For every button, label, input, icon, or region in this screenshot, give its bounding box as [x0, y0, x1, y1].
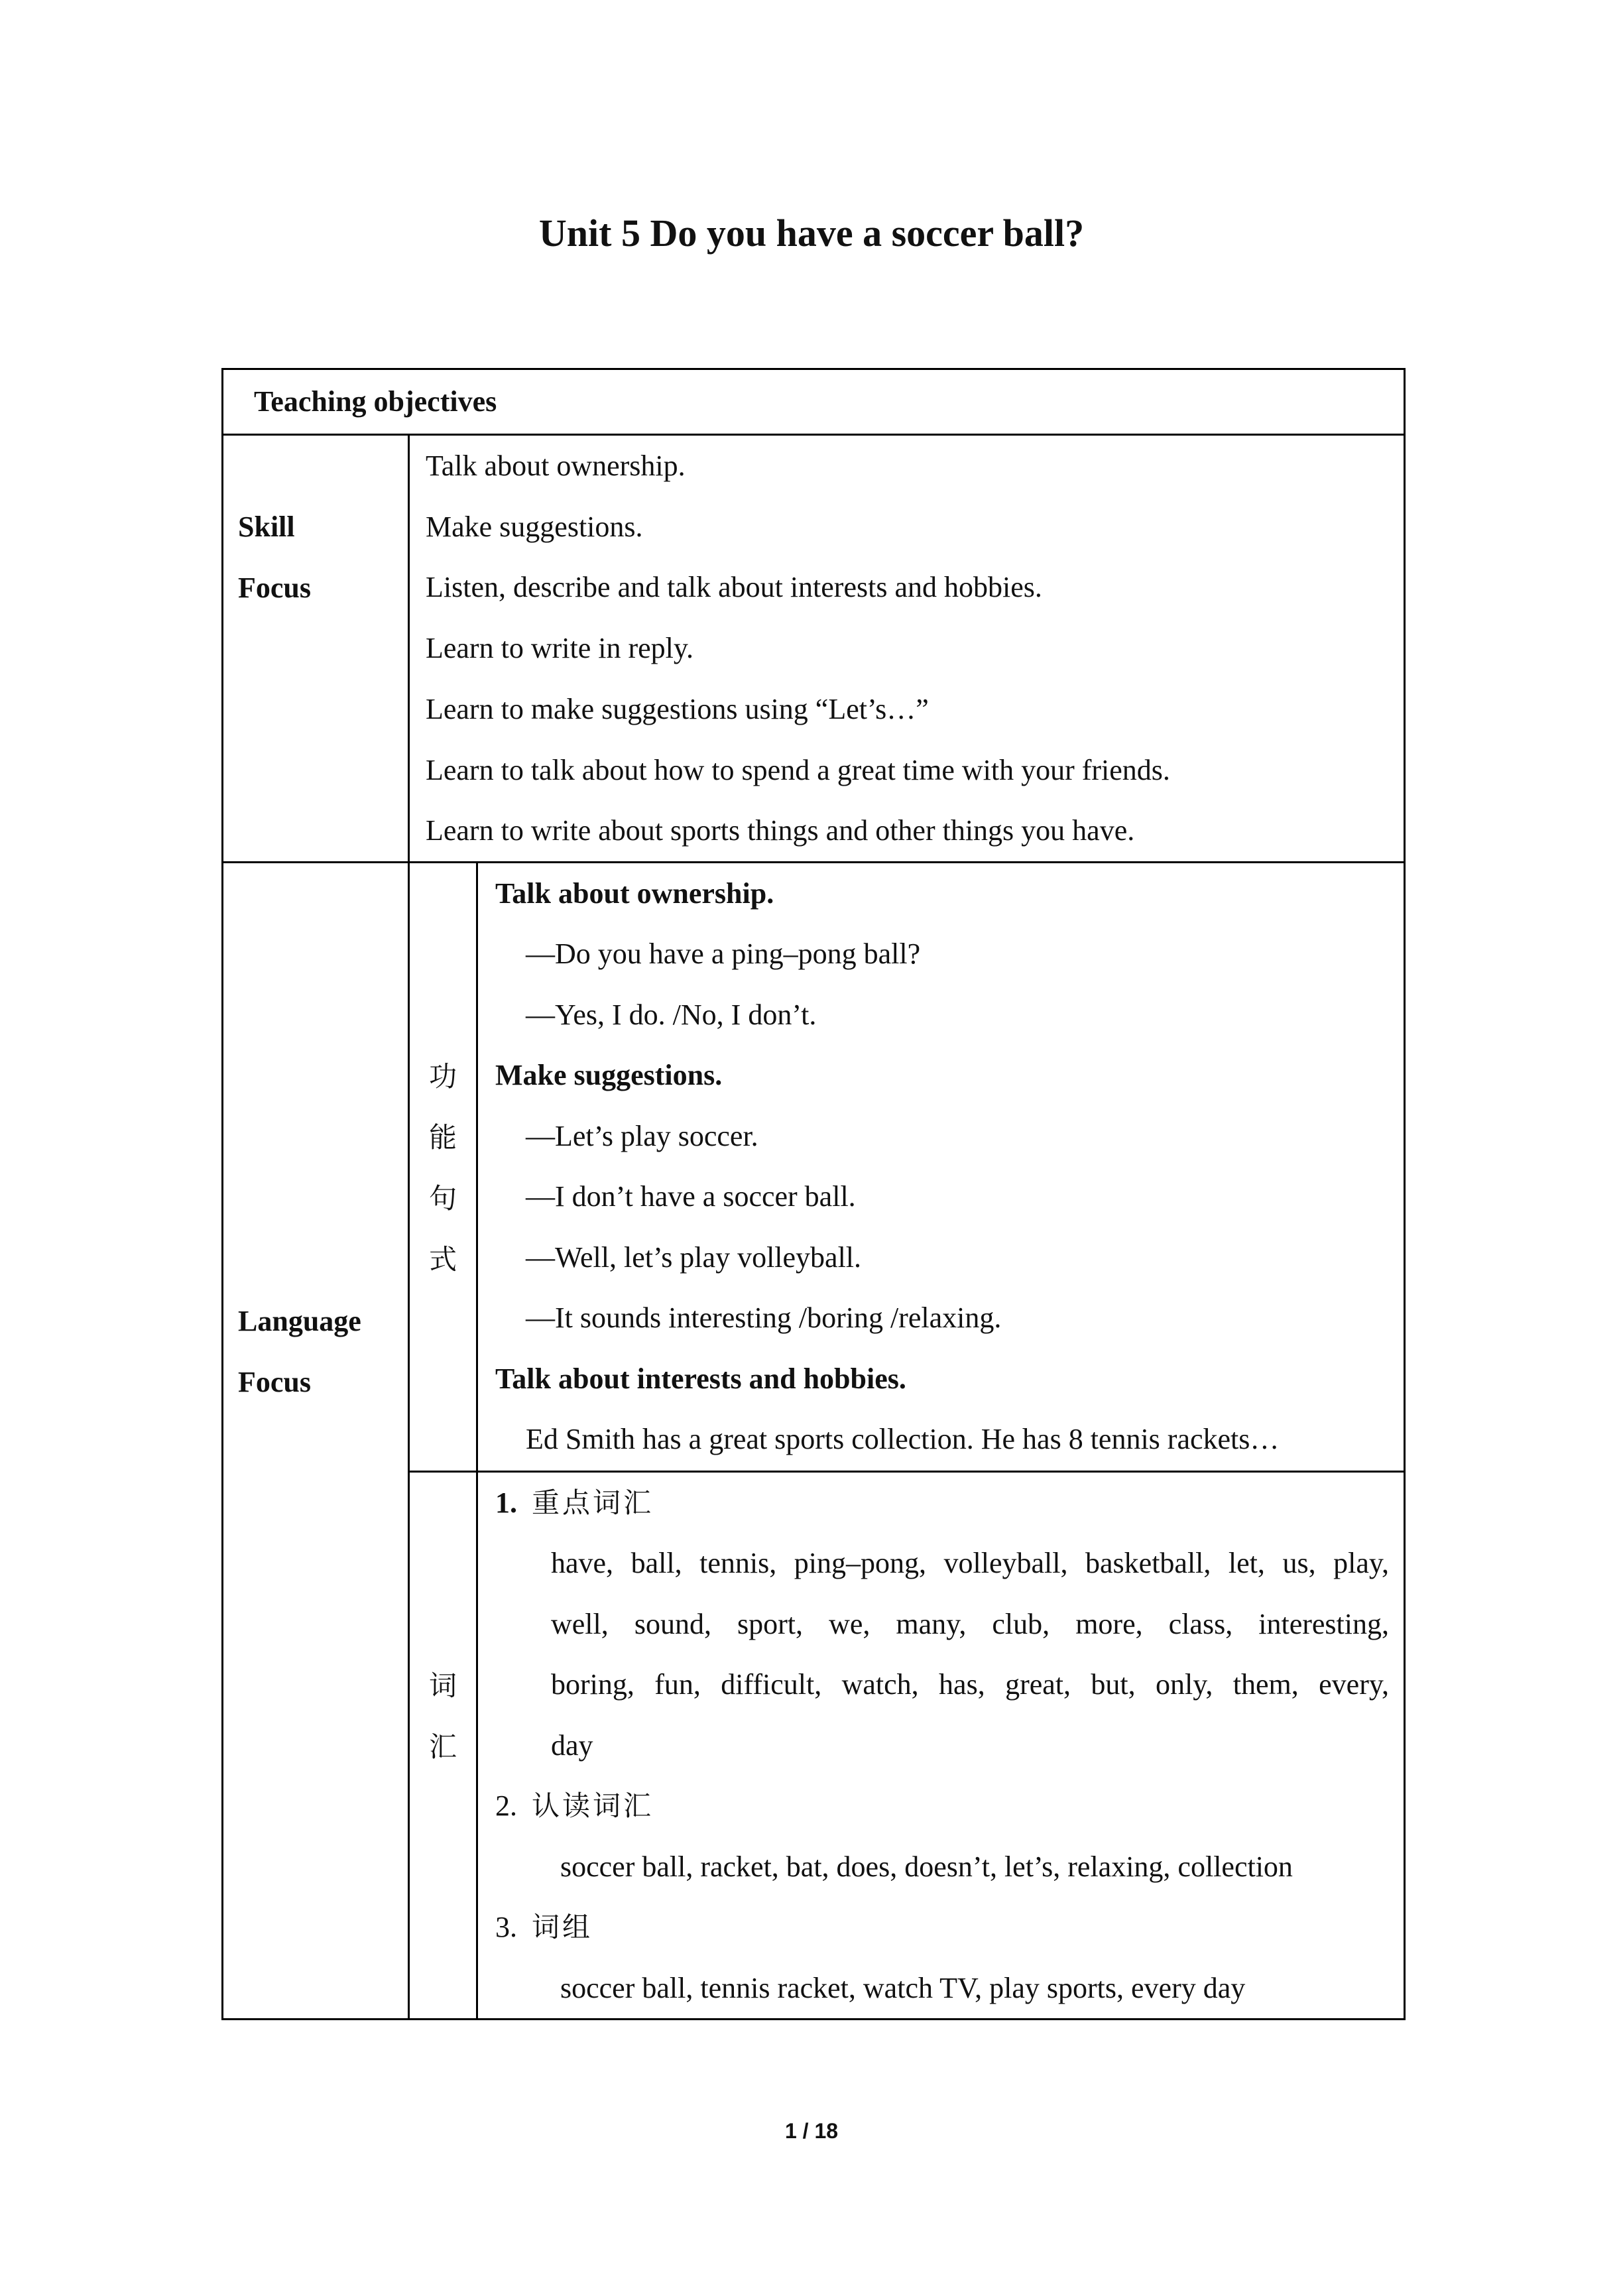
- suggestions-heading: Make suggestions.: [495, 1059, 723, 1092]
- functional-label-char: 能: [428, 1120, 457, 1154]
- vocabulary-line: day: [551, 1728, 593, 1762]
- skill-focus-label-cell: [223, 435, 409, 863]
- section-title: 重点词汇: [532, 1486, 654, 1519]
- page-number: 1 / 18: [784, 2119, 839, 2143]
- sentence-line: —Let’s play soccer.: [526, 1119, 758, 1152]
- phrases-heading: [478, 1897, 1404, 1958]
- skill-focus-row: [223, 435, 1405, 863]
- sentence-line: —It sounds interesting /boring /relaxing.: [526, 1301, 1002, 1335]
- reading-vocabulary-heading: [478, 1776, 1404, 1837]
- sentence-line: —Well, let’s play volleyball.: [526, 1240, 862, 1274]
- functional-sentences-content-cell: [477, 862, 1405, 1471]
- functional-label-char: 式: [428, 1242, 457, 1276]
- skill-focus-item: Learn to write about sports things and other things you have.: [426, 814, 1135, 847]
- section-number: 1.: [495, 1486, 517, 1519]
- vocabulary-label-char: 汇: [428, 1730, 457, 1763]
- table-header-text: Teaching objectives: [254, 385, 497, 418]
- skill-focus-item: Learn to talk about how to spend a great time with your friends.: [426, 753, 1170, 786]
- language-focus-label-line1: Language: [238, 1304, 361, 1337]
- skill-focus-item: Learn to write in reply.: [426, 632, 693, 665]
- interests-heading: Talk about interests and hobbies.: [495, 1362, 906, 1395]
- vocabulary-line: soccer ball, tennis racket, watch TV, play sports, every day: [560, 1971, 1246, 2004]
- sentence-line: —Do you have a ping–pong ball?: [526, 937, 921, 971]
- table-header-cell: [223, 369, 1405, 435]
- skill-focus-label-line1: Skill: [238, 511, 295, 543]
- vocabulary-line: have, ball, tennis, ping–pong, volleyball, basketball, let, us, play,: [551, 1547, 1389, 1580]
- section-title: 词组: [532, 1911, 593, 1944]
- vocabulary-label-char: 词: [428, 1669, 457, 1702]
- skill-focus-item: Talk about ownership.: [426, 450, 686, 482]
- document-title: Unit 5 Do you have a soccer ball?: [538, 211, 1085, 255]
- vocabulary-line: soccer ball, racket, bat, does, doesn’t, let’s, relaxing, collection: [560, 1850, 1293, 1883]
- section-number: 3.: [495, 1911, 517, 1944]
- functional-label-char: 功: [428, 1059, 457, 1093]
- skill-focus-item: Make suggestions.: [426, 510, 643, 543]
- language-focus-label-cell: [223, 862, 409, 2020]
- ownership-heading: Talk about ownership.: [495, 876, 774, 910]
- functional-sentences-label-cell: [409, 862, 477, 1471]
- key-vocabulary-heading: [478, 1473, 1404, 1534]
- language-focus-label-line2: Focus: [238, 1365, 311, 1398]
- sentence-line: Ed Smith has a great sports collection. He has 8 tennis rackets…: [526, 1423, 1280, 1456]
- sentence-line: —I don’t have a soccer ball.: [526, 1180, 856, 1213]
- functional-label-char: 句: [428, 1181, 457, 1215]
- skill-focus-items-cell: [409, 435, 1405, 863]
- vocabulary-line: well, sound, sport, we, many, club, more, class, interesting,: [551, 1607, 1389, 1640]
- teaching-objectives-table: [221, 368, 1406, 2020]
- section-title: 认读词汇: [532, 1789, 654, 1823]
- table-header-row: [223, 369, 1405, 435]
- functional-sentences-row: [223, 862, 1405, 1471]
- vocabulary-label-cell: [409, 1471, 477, 2020]
- skill-focus-item: Listen, describe and talk about interests and hobbies.: [426, 571, 1042, 604]
- sentence-line: —Yes, I do. /No, I don’t.: [526, 998, 817, 1031]
- vocabulary-content-cell: [477, 1471, 1405, 2020]
- section-number: 2.: [495, 1789, 517, 1823]
- skill-focus-item: Learn to make suggestions using “Let’s…”: [426, 692, 929, 725]
- vocabulary-line: boring, fun, difficult, watch, has, great, but, only, them, every,: [551, 1668, 1389, 1701]
- skill-focus-label-line2: Focus: [238, 572, 311, 604]
